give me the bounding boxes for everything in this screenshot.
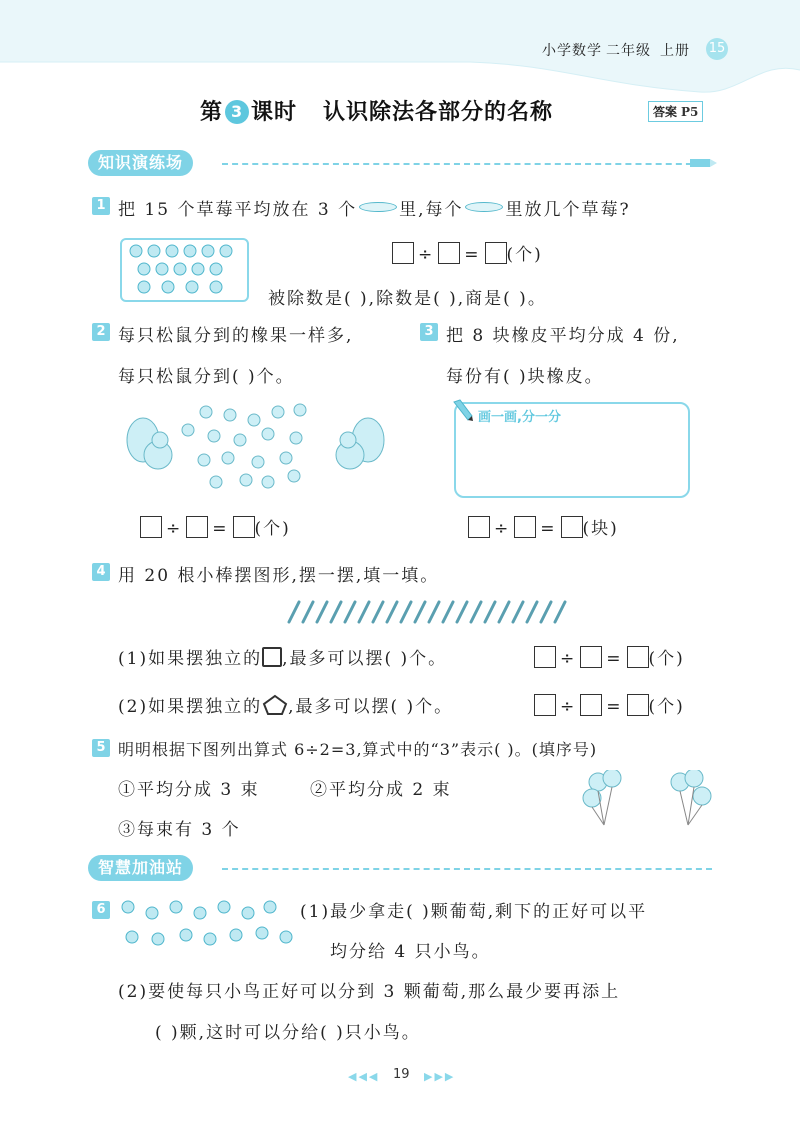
q4-sub1 [118,644,447,669]
q4-sub2 [118,692,453,717]
q1-text-b: 里,每个 [399,200,464,220]
divide-sign: ÷ [560,697,577,717]
squirrels-acorns-illustration [118,400,388,495]
page-number: 19 [393,1067,410,1082]
heart-balloons-illustration [578,770,718,835]
answer-reference [648,101,703,122]
q2-line1: 每只松鼠分到的橡果一样多, [118,326,354,346]
section-divider [222,868,712,870]
footer-left-arrows: ◀◀◀ [348,1070,380,1083]
q6-sub1-line1: (1)最少拿走( )颗葡萄,剩下的正好可以平 [300,902,648,922]
q3-equation [468,514,619,539]
answer-box[interactable] [580,694,602,716]
question-number-4: 4 [92,563,110,581]
plate-icon [359,202,397,212]
q4-sub1-unit: (个) [648,649,685,669]
answer-box[interactable] [438,242,460,264]
q1-prompt [118,195,631,220]
question-number-5: 5 [92,739,110,757]
q5-option-3: ③每束有 3 个 [118,820,241,840]
q6-sub2-line1: (2)要使每只小鸟正好可以分到 3 颗葡萄,那么最少要再添上 [118,982,621,1002]
answer-box[interactable] [485,242,507,264]
lesson-title [200,95,553,126]
equals-sign: = [606,649,623,669]
section-divider [222,163,702,165]
q5-prompt: 明明根据下图列出算式 6÷2=3,算式中的“3”表示( )。(填序号) [118,740,598,759]
q1-names-line: 被除数是( ),除数是( ),商是( )。 [268,289,547,309]
pencil-icon [690,156,718,170]
section-knowledge-practice: 知识演练场 [88,150,193,176]
equals-sign: = [464,245,481,265]
title-prefix: 第 [200,100,224,125]
q4-sub1-text-a: (1)如果摆独立的 [118,649,263,669]
q2-unit: (个) [254,519,291,539]
divide-sign: ÷ [560,649,577,669]
title-suffix: 课时 [251,100,298,125]
equals-sign: = [212,519,229,539]
equals-sign: = [606,697,623,717]
q2-equation [140,514,291,539]
question-number-6: 6 [92,901,110,919]
section-wisdom-station: 智慧加油站 [88,855,193,881]
answer-box[interactable] [140,516,162,538]
answer-box[interactable] [514,516,536,538]
q4-sub1-text-b: ,最多可以摆( )个。 [282,649,448,669]
q1-equation [392,240,543,265]
header-subject: 小学数学 [542,43,602,59]
q6-sub1-line2: 均分给 4 只小鸟。 [330,942,491,962]
answer-box[interactable] [233,516,255,538]
q1-text-a: 把 15 个草莓平均放在 3 个 [118,200,358,220]
equals-sign: = [540,519,557,539]
question-number-1: 1 [92,197,110,215]
pencil-icon [450,398,474,422]
question-number-3: 3 [420,323,438,341]
q3-line1: 把 8 块橡皮平均分成 4 份, [446,326,680,346]
plate-icon [465,202,503,212]
q4-sub2-text-b: ,最多可以摆( )个。 [288,697,454,717]
answer-box[interactable] [392,242,414,264]
title-name: 认识除法各部分的名称 [323,100,554,125]
answer-label: 答案 [653,105,678,119]
pentagon-shape-icon [262,694,288,716]
strawberry-box [120,238,249,302]
q3-line2: 每份有( )块橡皮。 [446,367,604,387]
q4-sub2-unit: (个) [648,697,685,717]
header-grade: 二年级 [606,43,651,59]
answer-box[interactable] [561,516,583,538]
q2-line2: 每只松鼠分到( )个。 [118,367,295,387]
q4-prompt: 用 20 根小棒摆图形,摆一摆,填一填。 [118,566,440,586]
q4-sub2-text-a: (2)如果摆独立的 [118,697,263,717]
footer-right-arrows: ▶▶▶ [424,1070,456,1083]
divide-sign: ÷ [418,245,435,265]
header-page-badge: 15 [706,38,728,60]
answer-box[interactable] [468,516,490,538]
q4-sub2-equation [534,692,685,717]
q5-option-2: ②平均分成 2 束 [310,780,452,800]
answer-page: P5 [681,105,699,119]
square-shape-icon [262,647,282,667]
grapes-illustration [118,895,298,955]
answer-box[interactable] [534,694,556,716]
answer-box[interactable] [534,646,556,668]
answer-box[interactable] [627,694,649,716]
answer-box[interactable] [627,646,649,668]
q1-unit: (个) [506,245,543,265]
divide-sign: ÷ [166,519,183,539]
drawing-prompt: 画一画,分一分 [478,410,561,425]
q6-sub2-line2: ( )颗,这时可以分给( )只小鸟。 [155,1023,421,1043]
q3-unit: (块) [582,519,619,539]
answer-box[interactable] [186,516,208,538]
strawberry-grid [122,240,247,300]
q4-sub1-equation [534,644,685,669]
header-volume: 上册 [660,43,690,59]
divide-sign: ÷ [494,519,511,539]
answer-box[interactable] [580,646,602,668]
sticks-illustration [285,598,580,626]
title-number: 3 [225,100,249,124]
question-number-2: 2 [92,323,110,341]
q5-option-1: ①平均分成 3 束 [118,780,260,800]
q1-text-c: 里放几个草莓? [505,200,631,220]
